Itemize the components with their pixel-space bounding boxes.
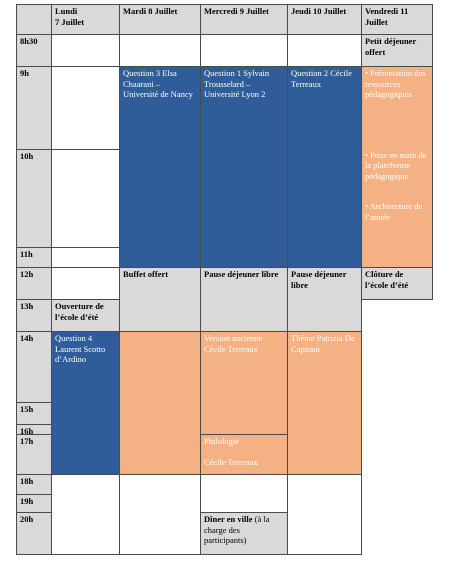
border-18h [16, 494, 51, 495]
time-20h: 20h [16, 512, 51, 554]
border-left [16, 4, 17, 555]
border-col1 [51, 4, 52, 555]
border-19h [16, 512, 51, 513]
mercredi-question-1: Question 1 Sylvain Trousselard – Université Lyon 2 [200, 66, 287, 267]
header-mardi: Mardi 8 Juillet [119, 4, 200, 34]
lundi-opening: Ouverture de l’école d’été [51, 299, 119, 331]
mercredi-version-ancienne: Version ancienne Cécile Terreaux [200, 331, 287, 434]
jeudi-question-2: Question 2 Cécile Terreaux [287, 66, 361, 267]
header-lundi: Lundi 7 Juillet [51, 4, 119, 34]
mercredi-empty-830 [200, 34, 287, 66]
mercredi-lunch: Pause déjeuner libre [200, 267, 287, 331]
time-13h: 13h [16, 299, 51, 331]
border-header [16, 34, 432, 35]
border-right [432, 4, 433, 300]
mardi-empty-evening [119, 474, 200, 554]
jeudi-theme: Thème Patrizia De Capitani [287, 331, 361, 474]
time-15h: 15h [16, 402, 51, 424]
time-16h: 16h [16, 424, 51, 434]
time-8h30: 8h30 [16, 34, 51, 66]
border-12h [16, 299, 119, 300]
vendredi-item-1: • Présentation des ressources pédagogiques [365, 68, 426, 99]
philologie-teacher: Cécile Terreaux [204, 456, 258, 467]
border-10h [16, 247, 119, 248]
time-9h: 9h [16, 66, 51, 149]
border-16h-wed [200, 434, 287, 435]
lundi-empty-evening [51, 474, 119, 554]
mercredi-dinner [200, 512, 287, 554]
time-10h: 10h [16, 149, 51, 247]
time-17h: 17h [16, 434, 51, 474]
time-18h: 18h [16, 474, 51, 494]
border-col2 [119, 4, 120, 555]
vendredi-breakfast: Petit déjeuner offert [361, 34, 432, 66]
border-830 [16, 66, 432, 67]
time-12h: 12h [16, 267, 51, 299]
vendredi-item-2: • Prise en main de la plateforme pédagogique [365, 149, 427, 181]
header-jeudi: Jeudi 10 Juillet [287, 4, 361, 34]
dinner-note: (à la charge des participants) [204, 514, 270, 545]
lundi-empty-noon [51, 267, 119, 299]
border-13h [16, 331, 361, 332]
time-11h: 11h [16, 247, 51, 267]
jeudi-empty-830 [287, 34, 361, 66]
lundi-question-4: Question 4 Laurent Scotto d’Ardino [51, 331, 119, 474]
header-vendredi: Vendredi 11 Juillet [361, 4, 432, 34]
mercredi-empty-evening [200, 474, 287, 512]
border-15h [16, 424, 51, 425]
time-14h: 14h [16, 331, 51, 402]
jeudi-empty-evening [287, 474, 361, 554]
border-17h [16, 474, 361, 475]
border-14h [16, 402, 51, 403]
time-19h: 19h [16, 494, 51, 512]
border-bottom [16, 554, 361, 555]
vendredi-presentations [361, 66, 432, 267]
header-corner [16, 4, 51, 34]
mardi-empty-830 [119, 34, 200, 66]
mardi-afternoon [119, 331, 200, 474]
mardi-lunch: Buffet offert [119, 267, 200, 331]
border-12h-friday [361, 299, 432, 300]
philologie-title: Philologie [204, 436, 239, 446]
border-col3 [200, 4, 201, 555]
border-col4 [287, 4, 288, 555]
jeudi-lunch: Pause déjeuner libre [287, 267, 361, 331]
border-col5 [361, 4, 362, 555]
lundi-empty-morning [51, 34, 119, 267]
mercredi-philologie [200, 434, 287, 474]
border-19h-wed [200, 512, 287, 513]
border-11h [16, 267, 432, 268]
border-9h [16, 149, 119, 150]
border-16h [16, 434, 51, 435]
border-top [16, 4, 432, 5]
mardi-question-3: Question 3 Elsa Chaarani – Université de Nancy [119, 66, 200, 267]
dinner-title: Dîner en ville [204, 514, 253, 524]
vendredi-closing: Clôture de l’école d’été [361, 267, 432, 299]
header-mercredi: Mercredi 9 Juillet [200, 4, 287, 34]
vendredi-item-3: • Architecture de l’année [365, 201, 423, 222]
